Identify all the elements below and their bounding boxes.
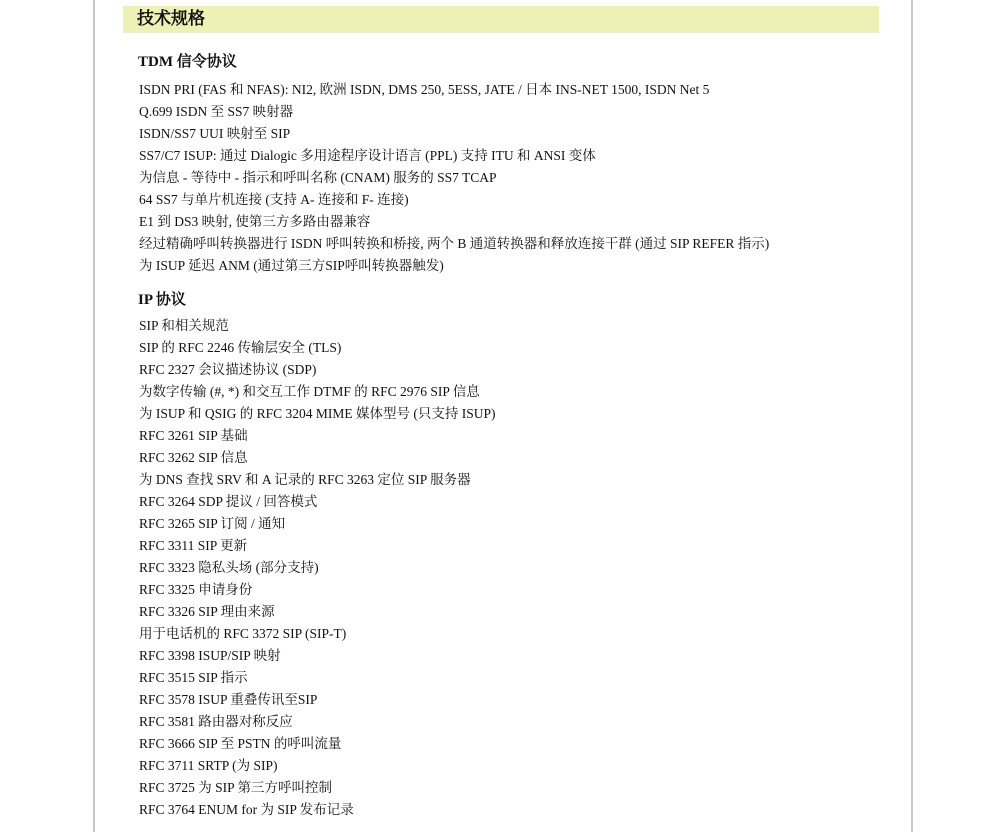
spec-list-item: RFC 3666 SIP 至 PSTN 的呼叫流量 bbox=[139, 736, 342, 751]
spec-list-item: RFC 3311 SIP 更新 bbox=[139, 538, 248, 553]
spec-list-item: RFC 3515 SIP 指示 bbox=[139, 670, 248, 685]
spec-list-item: SIP 的 RFC 2246 传输层安全 (TLS) bbox=[139, 340, 342, 355]
spec-list-item: RFC 3323 隐私头场 (部分支持) bbox=[139, 560, 319, 575]
spec-list-item: Q.699 ISDN 至 SS7 映射器 bbox=[139, 104, 294, 119]
spec-list-item: RFC 3711 SRTP (为 SIP) bbox=[139, 758, 278, 773]
spec-list-item: 用于电话机的 RFC 3372 SIP (SIP-T) bbox=[139, 626, 347, 641]
spec-list-item: ISDN PRI (FAS 和 NFAS): NI2, 欧洲 ISDN, DMS 250, 5ESS, JATE / 日本 INS-NET 1500, ISDN Net 5 bbox=[139, 82, 710, 97]
spec-list-item: RFC 3764 ENUM for 为 SIP 发布记录 bbox=[139, 802, 354, 817]
spec-list-item: 64 SS7 与单片机连接 (支持 A- 连接和 F- 连接) bbox=[139, 192, 409, 207]
spec-list-item: 为 ISUP 延迟 ANM (通过第三方SIP呼叫转换器触发) bbox=[139, 258, 444, 273]
tdm-heading: TDM 信令协议 bbox=[138, 54, 237, 70]
spec-list-item: RFC 3326 SIP 理由来源 bbox=[139, 604, 275, 619]
tdm-protocol-list bbox=[139, 79, 769, 277]
spec-list-item: RFC 3325 申请身份 bbox=[139, 582, 253, 597]
spec-list-item: RFC 3261 SIP 基础 bbox=[139, 428, 248, 443]
ip-protocol-list bbox=[139, 315, 496, 821]
spec-list-item: 为数字传输 (#, *) 和交互工作 DTMF 的 RFC 2976 SIP 信息 bbox=[139, 384, 480, 399]
spec-list-item: 为 DNS 查找 SRV 和 A 记录的 RFC 3263 定位 SIP 服务器 bbox=[139, 472, 471, 487]
spec-list-item: RFC 2327 会议描述协议 (SDP) bbox=[139, 362, 317, 377]
spec-list-item: SIP 和相关规范 bbox=[139, 318, 229, 333]
spec-list-item: 经过精确呼叫转换器进行 ISDN 呼叫转换和桥接, 两个 B 通道转换器和释放连接干群 (通过 SIP REFER 指示) bbox=[139, 236, 770, 251]
section-banner bbox=[123, 6, 879, 33]
ip-heading: IP 协议 bbox=[138, 292, 186, 308]
spec-list-item: RFC 3578 ISUP 重叠传讯至SIP bbox=[139, 692, 318, 707]
spec-list-item: RFC 3265 SIP 订阅 / 通知 bbox=[139, 516, 286, 531]
spec-list-item: RFC 3398 ISUP/SIP 映射 bbox=[139, 648, 281, 663]
spec-list-item: 为 ISUP 和 QSIG 的 RFC 3204 MIME 媒体型号 (只支持 ISUP) bbox=[139, 406, 496, 421]
spec-list-item: RFC 3262 SIP 信息 bbox=[139, 450, 248, 465]
document-page bbox=[93, 0, 913, 832]
spec-list-item: SS7/C7 ISUP: 通过 Dialogic 多用途程序设计语言 (PPL) 支持 ITU 和 ANSI 变体 bbox=[139, 148, 596, 163]
spec-list-item: RFC 3725 为 SIP 第三方呼叫控制 bbox=[139, 780, 333, 795]
spec-list-item: ISDN/SS7 UUI 映射至 SIP bbox=[139, 126, 291, 141]
spec-list-item: RFC 3581 路由器对称反应 bbox=[139, 714, 293, 729]
section-title: 技术规格 bbox=[137, 9, 205, 29]
spec-list-item: E1 到 DS3 映射, 使第三方多路由器兼容 bbox=[139, 214, 371, 229]
spec-list-item: 为信息 - 等待中 - 指示和呼叫名称 (CNAM) 服务的 SS7 TCAP bbox=[139, 170, 497, 185]
spec-list-item: RFC 3264 SDP 提议 / 回答模式 bbox=[139, 494, 318, 509]
